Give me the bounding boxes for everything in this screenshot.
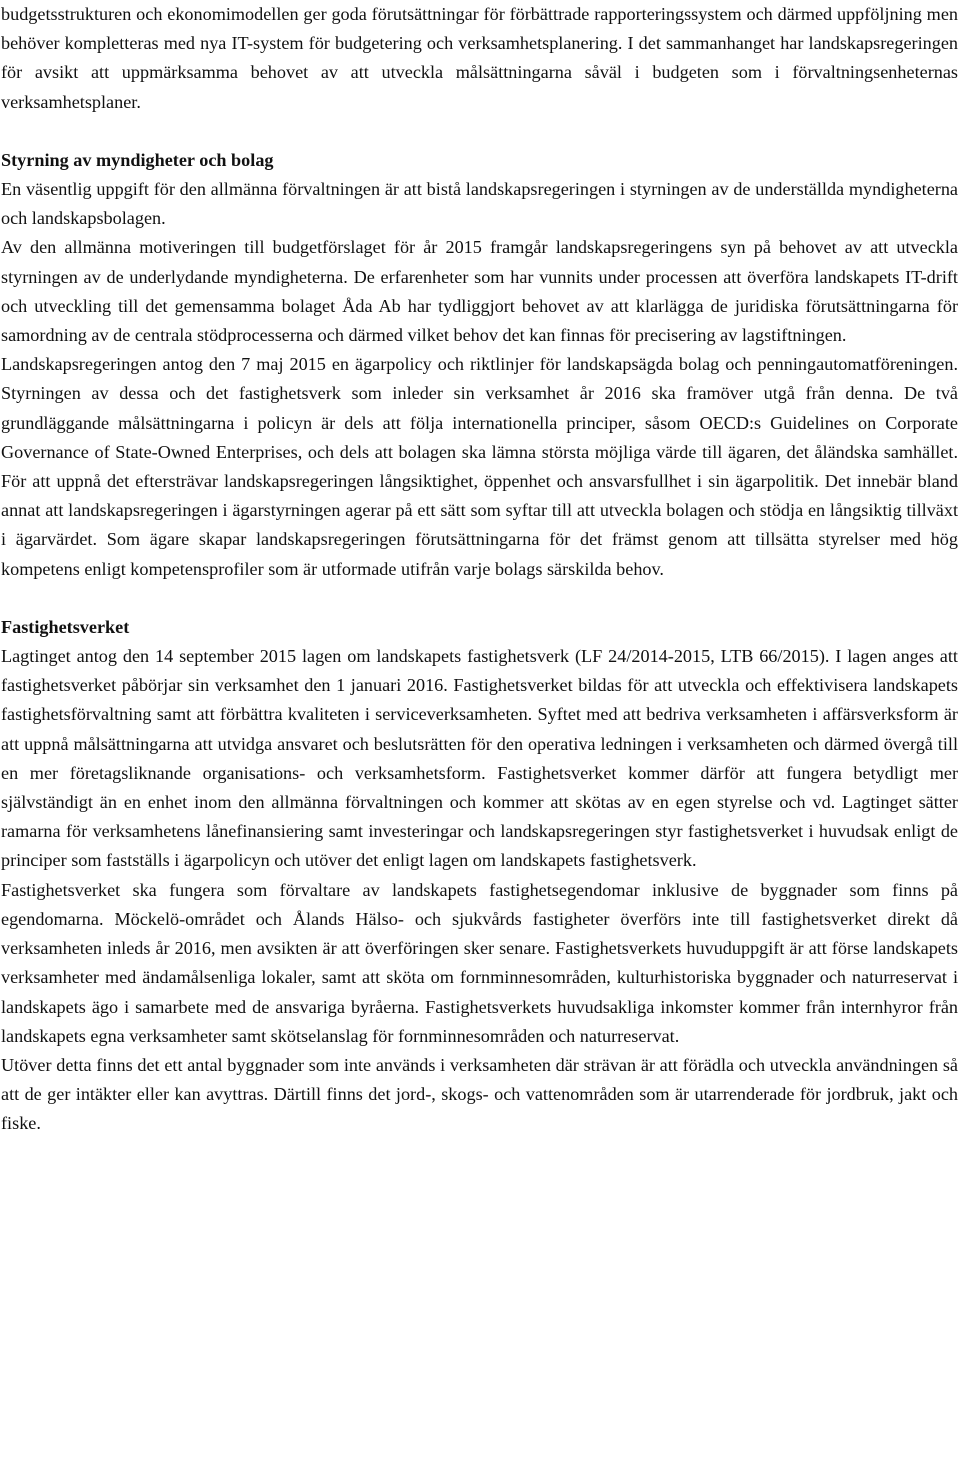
styrning-paragraph-2: Av den allmänna motiveringen till budgetförslaget för år 2015 framgår landskapsregeringens syn på behovet av att utveckla styrningen av de underlydande myndigheterna. De erfarenheter som har vunnits under processen att överföra landskapets IT-drift och utveckling till det gemensamma bolaget Åda Ab har tydliggjort behovet av att klarlägga de juridiska förutsättningarna för samordning av de centrala stödprocesserna och därmed vilket behov det kan finnas för precisering av lagstiftningen. [1,237,958,346]
fastighetsverket-paragraph-3: Utöver detta finns det ett antal byggnader som inte används i verksamheten där strävan är att förädla och utveckla användningen så att de ger intäkter eller kan avyttras. Därtill finns det jord-, skogs- och vattenområden som är utarrenderade för jordbruk, jakt och fiske. [1,1054,958,1134]
section-fastighetsverket [1,613,958,876]
fastighetsverket-paragraph-2: Fastighetsverket ska fungera som förvaltare av landskapets fastighetsegendomar inklusive de byggnader som finns på egendomarna. Möckelö-området och Ålands Hälso- och sjukvårds fastigheter överförs inte till fastighetsverket direkt då verksamheten inleds år 2016, men avsikten är att överföringen sker senare. Fastighetsverkets huvuduppgift är att förse landskapets verksamheter med ändamålsenliga lokaler, samt att sköta om fornminnesområden, kulturhistoriska byggnader och naturreservat i landskapets ägo i samarbete med de ansvariga byråerna. Fastighetsverkets huvudsakliga inkomster kommer från internhyror från landskapets egna verksamheter samt skötselanslag för fornminnesområden och naturreservat. [1,879,958,1046]
section-heading-fastighetsverket: Fastighetsverket [1,616,130,637]
styrning-paragraph-3: Landskapsregeringen antog den 7 maj 2015 en ägarpolicy och riktlinjer för landskapsägda bolag och penningautomatföreningen. Styrningen av dessa och det fastighetsverk som inleder sin verksamhet år 2016 ska framöver utgå från denna. De två grundläggande målsättningarna i policyn är dels att följa internationella principer, såsom OECD:s Guidelines on Corporate Governance of State-Owned Enterprises, och dels att bolagen ska lämna största möjliga värde till ägaren, det åländska samhället. För att uppnå det eftersträvar landskapsregeringen långsiktighet, öppenhet och ansvarsfullhet i sin ägarpolitik. Det innebär bland annat att landskapsregeringen i ägarstyrningen agerar på ett sätt som syftar till att utveckla bolagen och stödja en långsiktig tillväxt i ägarvärdet. Som ägare skapar landskapsregeringen förutsättningarna för det främst genom att tillsätta styrelser med hög kompetens enligt kompetensprofiler som är utformade utifrån varje bolags särskilda behov. [1,354,958,579]
styrning-paragraph-1: En väsentlig uppgift för den allmänna förvaltningen är att bistå landskapsregeringen i styrningen av de underställda myndigheterna och landskapsbolagen. [1,179,958,229]
intro-paragraph: budgetsstrukturen och ekonomimodellen ger goda förutsättningar för förbättrade rapporteringssystem och därmed uppföljning men behöver kompletteras med nya IT-system för budgetering och verksamhetsplanering. I det sammanhanget har landskapsregeringen för avsikt att uppmärksamma behovet av att utveckla målsättningarna såväl i budgeten som i förvaltningsenheternas verksamhetsplaner. [1,4,958,112]
section-heading-styrning: Styrning av myndigheter och bolag [1,149,274,170]
section-styrning [1,146,958,234]
fastighetsverket-paragraph-1: Lagtinget antog den 14 september 2015 lagen om landskapets fastighetsverk (LF 24/2014-2015, LTB 66/2015). I lagen anges att fastighetsverket påbörjar sin verksamhet den 1 januari 2016. Fastighetsverket bildas för att utveckla och effektivisera landskapets fastighetsförvaltning samt att förbättra kvaliteten i serviceverksamheten. Syftet med att bedriva verksamheten i affärsverksform är att uppnå målsättningarna att utvidga ansvaret och beslutsrätten för den operativa ledningen i verksamheten och därmed övergå till en mer företagsliknande organisations- och verksamhetsform. Fastighetsverket kommer därför att fungera betydligt mer självständigt än en enhet inom den allmänna förvaltningen och kommer att skötas av en egen styrelse och vd. Lagtinget sätter ramarna för verksamhetens lånefinansiering samt investeringar och landskapsregeringen styr fastighetsverket i huvudsak enligt de principer som fastställs i ägarpolicyn och utöver det enligt lagen om landskapets fastighetsverk. [1,646,958,871]
